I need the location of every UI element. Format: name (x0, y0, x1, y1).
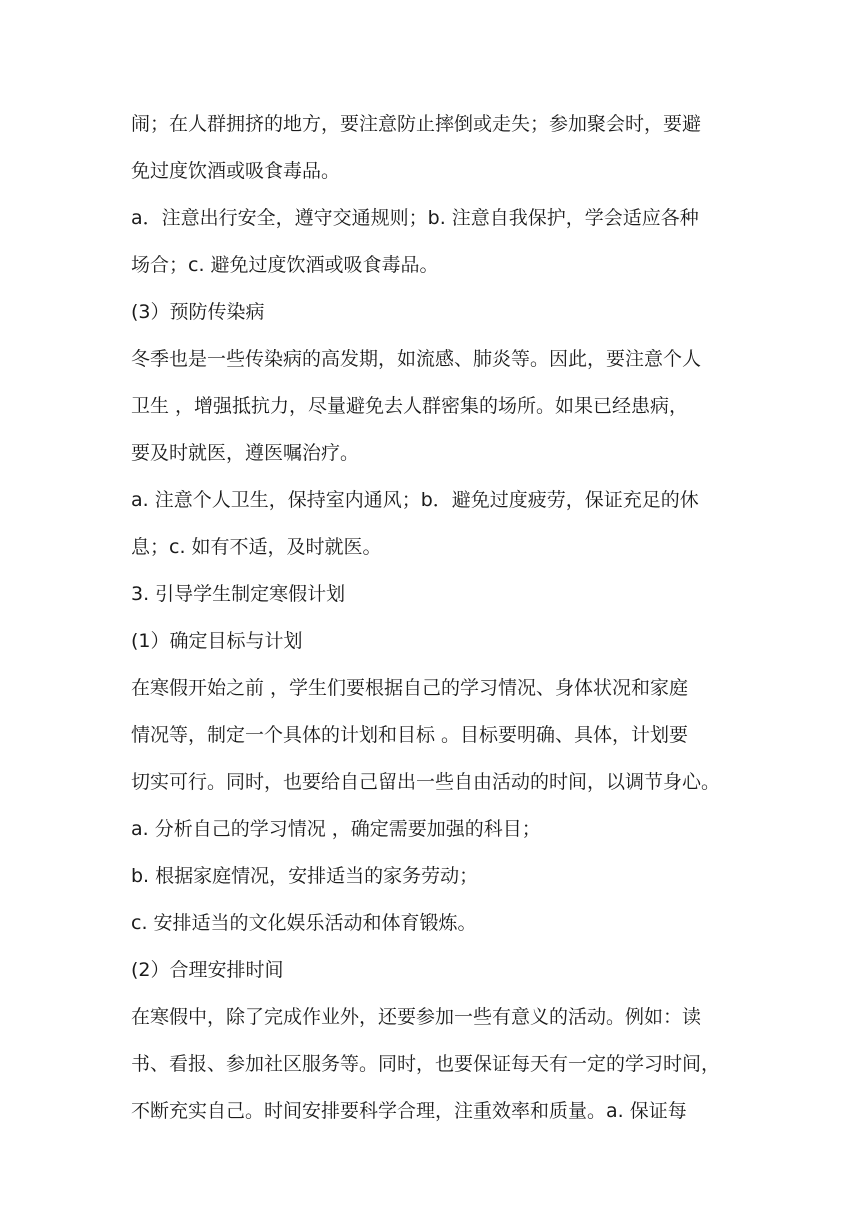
paragraph (131, 665, 735, 806)
text-line: 在寒假中，除了完成作业外，还要参加一些有意义的活动。例如：读 (131, 1006, 702, 1028)
text-line: (3）预防传染病 (131, 301, 265, 323)
paragraph (131, 101, 735, 195)
text-line: 卫生 ，增强抵抗力，尽量避免去人群密集的场所。如果已经患病， (131, 395, 689, 417)
text-line: 切实可行。同时，也要给自己留出一些自由活动的时间，以调节身心。 (131, 771, 721, 793)
text-line: a. 分析自己的学习情况 ，确定需要加强的科目； (131, 818, 541, 840)
text-line: 息；c. 如有不适，及时就医。 (131, 536, 382, 558)
text-line: a．注意出行安全，遵守交通规则；b. 注意自我保护，学会适应各种 (131, 207, 699, 229)
text-line: 要及时就医，遵医嘱治疗。 (131, 442, 360, 464)
text-line: (1）确定目标与计划 (131, 630, 303, 652)
text-line: a. 注意个人卫生，保持室内通风；b．避免过度疲劳，保证充足的休 (131, 489, 699, 511)
text-line: b. 根据家庭情况，安排适当的家务劳动； (131, 865, 479, 887)
text-line: 情况等，制定一个具体的计划和目标 。目标要明确、具体，计划要 (131, 724, 689, 746)
paragraph (131, 336, 735, 477)
section-heading (131, 618, 735, 665)
text-line: 场合；c. 避免过度饮酒或吸食毒品。 (131, 254, 439, 276)
text-line: 3. 引导学生制定寒假计划 (131, 583, 346, 605)
section-heading (131, 947, 735, 994)
paragraph (131, 994, 735, 1135)
text-line: c. 安排适当的文化娱乐活动和体育锻炼。 (131, 912, 477, 934)
text-line: 冬季也是一些传染病的高发期，如流感、肺炎等。因此，要注意个人 (131, 348, 702, 370)
list-item (131, 853, 735, 900)
section-heading (131, 571, 735, 618)
text-line: 书、看报、参加社区服务等。同时，也要保证每天有一定的学习时间， (131, 1053, 721, 1075)
text-line: (2）合理安排时间 (131, 959, 284, 981)
list-item (131, 900, 735, 947)
text-line: 在寒假开始之前 ，学生们要根据自己的学习情况、身体状况和家庭 (131, 677, 689, 699)
text-line: 免过度饮酒或吸食毒品。 (131, 160, 341, 182)
text-line: 不断充实自己。时间安排要科学合理，注重效率和质量。a. 保证每 (131, 1100, 687, 1122)
section-heading (131, 289, 735, 336)
document-page (131, 101, 735, 1135)
paragraph (131, 477, 735, 571)
text-line: 闹；在人群拥挤的地方，要注意防止摔倒或走失；参加聚会时，要避 (131, 113, 702, 135)
paragraph (131, 195, 735, 289)
list-item (131, 806, 735, 853)
